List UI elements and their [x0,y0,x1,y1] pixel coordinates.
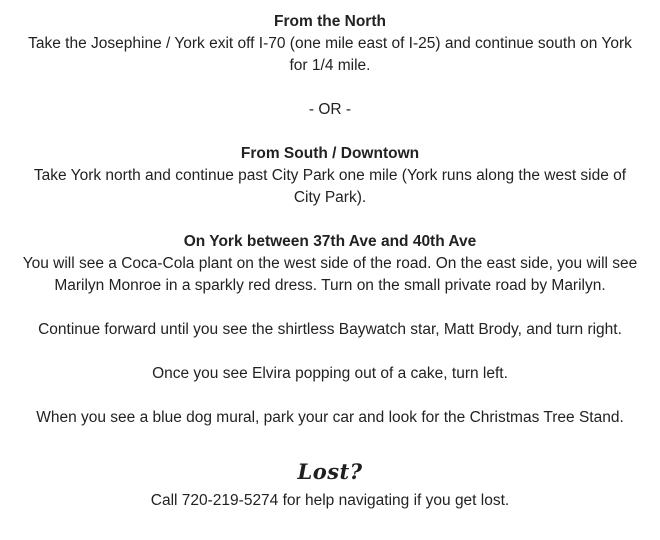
north-directions: Take the Josephine / York exit off I-70 (one mile east of I-25) and continue south on York for 1/4 mile. [28,35,632,74]
step-blue-dog: When you see a blue dog mural, park your car and look for the Christmas Tree Stand. [36,409,624,426]
section-from-south [20,143,640,209]
section-on-york [20,231,640,297]
york-directions: You will see a Coca-Cola plant on the west side of the road. On the east side, you will see Marilyn Monroe in a sparkly red dress. Turn on the small private road by Marilyn. [22,255,638,294]
lost-help-text: Call 720-219-5274 for help navigating if you get lost. [150,492,510,509]
section-from-north [20,11,640,77]
or-separator: - OR - [308,101,352,118]
step-baywatch: Continue forward until you see the shirtless Baywatch star, Matt Brody, and turn right. [38,321,622,338]
step-elvira: Once you see Elvira popping out of a cake, turn left. [152,365,508,382]
south-directions: Take York north and continue past City Park one mile (York runs along the west side of City Park). [33,167,627,206]
lost-title: Lost? [297,459,363,484]
york-heading: On York between 37th Ave and 40th Ave [183,233,477,250]
north-heading: From the North [274,13,386,30]
south-heading: From South / Downtown [240,145,420,162]
